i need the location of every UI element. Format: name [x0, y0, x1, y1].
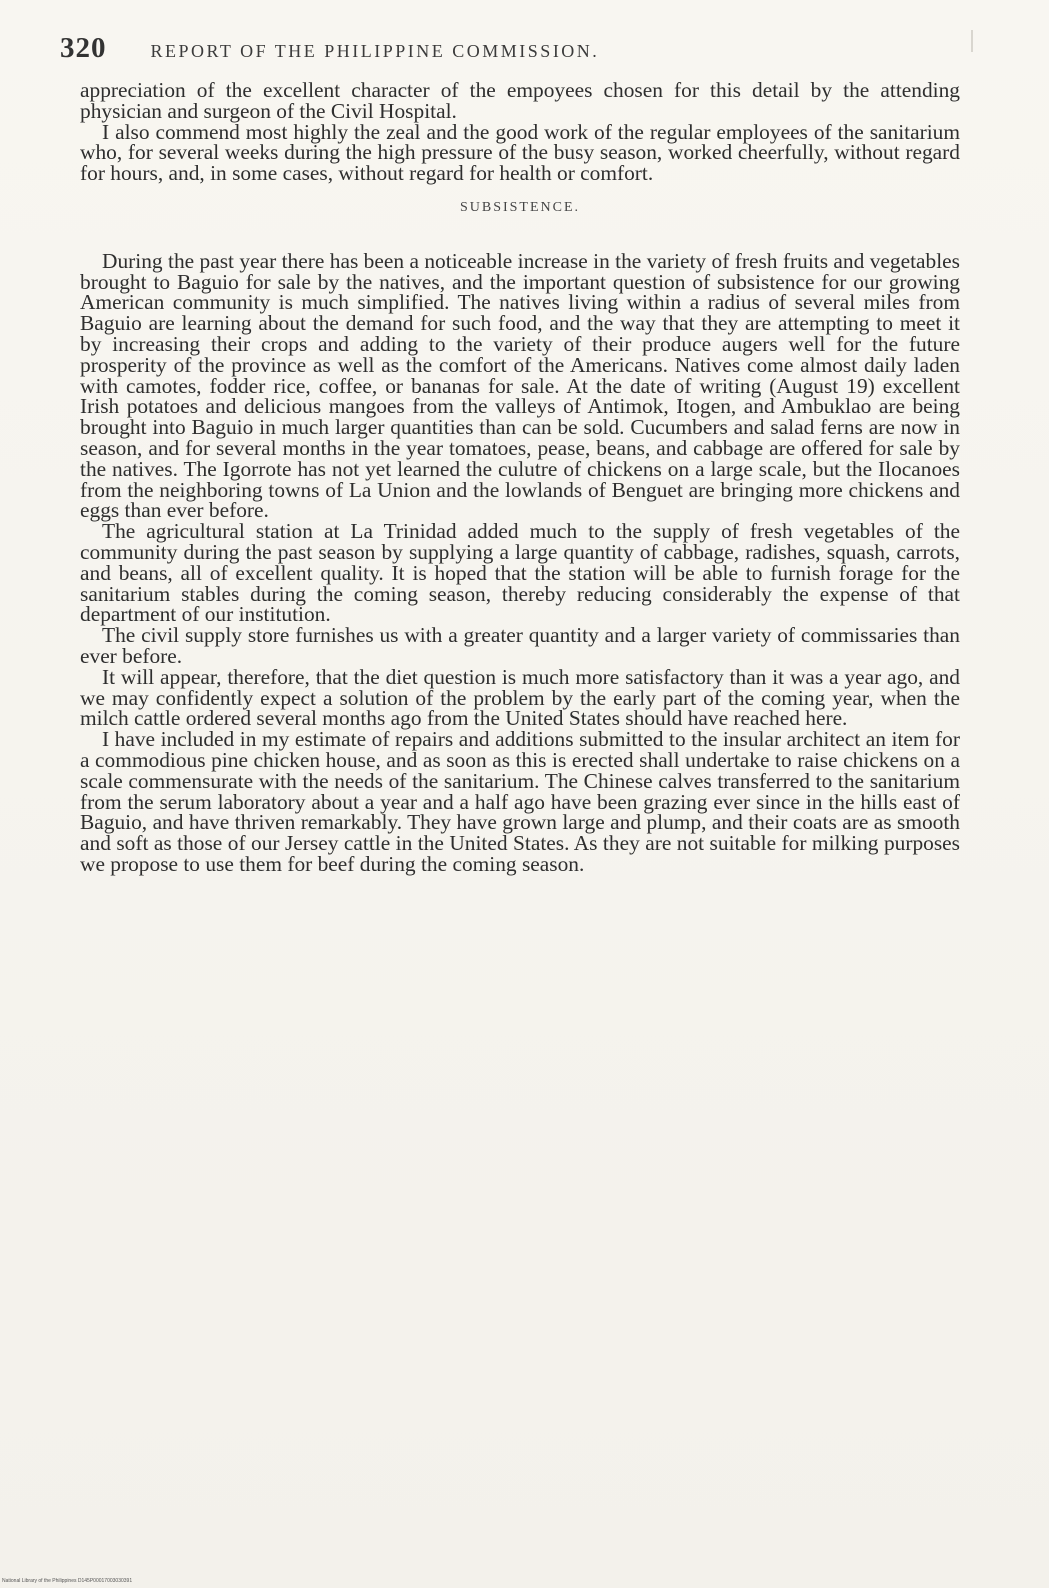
page-header: [60, 32, 800, 72]
page-number: 320: [60, 32, 107, 64]
running-head: REPORT OF THE PHILIPPINE COMMISSION.: [150, 41, 600, 61]
body-text: [80, 80, 960, 875]
scan-credit: National Library of the Philippines D145P00017003030391: [2, 1578, 133, 1584]
paragraph: It will appear, therefore, that the diet question is much more satisfactory than it was a year ago, and we may confidently expect a solution of the problem by the early part of the coming year, when the milch cattle ordered several months ago from the United States should have reached here.: [80, 664, 960, 731]
paragraph: The civil supply store furnishes us with a greater quantity and a larger variety of commissaries than ever before.: [80, 623, 960, 668]
section-title: SUBSISTENCE.: [459, 199, 581, 215]
paragraph: appreciation of the excellent character of the empoyees chosen for this detail by the attending physician and surgeon of the Civil Hospital.: [80, 78, 960, 123]
binding-mark: [971, 30, 973, 52]
paragraph: The agricultural station at La Trinidad added much to the supply of fresh vegetables of the community during the past season by supplying a large quantity of cabbage, radishes, squash, carrots, and beans, all of excellent quality. It is hoped that the station will be able to furnish forage for the sanitarium stables during the coming season, thereby reducing considerably the expense of that department of our institution.: [80, 519, 960, 627]
paragraph: I also commend most highly the zeal and the good work of the regular employees of the sanitarium who, for several weeks during the high pressure of the busy season, worked cheerfully, without regard for hours, and, in some cases, without regard for health or comfort.: [80, 119, 960, 186]
paragraph: I have included in my estimate of repairs and additions submitted to the insular architect an item for a commodious pine chicken house, and as soon as this is erected shall undertake to raise chickens on a scale commensurate with the needs of the sanitarium. The Chinese calves transferred to the sanitarium from the serum laboratory about a year and a half ago have been grazing ever since in the hills east of Baguio, and have thriven remarkably. They have grown large and plump, and their coats are as smooth and soft as those of our Jersey cattle in the United States. As they are not suitable for milking purposes we propose to use them for beef during the coming season.: [80, 727, 960, 876]
paragraph: During the past year there has been a noticeable increase in the variety of fresh fruits and vegetables brought to Baguio for sale by the natives, and the important question of subsistence for our growing American community is much simplified. The natives living within a radius of several miles from Baguio are learning about the demand for such food, and the way that they are attempting to meet it by increasing their crops and adding to the variety of their produce augers well for the future prosperity of the province as well as the comfort of the Americans. Natives come almost daily laden with camotes, fodder rice, coffee, or bananas for sale. At the date of writing (August 19) excellent Irish potatoes and delicious mangoes from the valleys of Antimok, Itogen, and Ambuklao are being brought into Baguio in much larger quantities than can be sold. Cucumbers and salad ferns are now in season, and for several months in the year tomatoes, pease, beans, and cabbage are offered for sale by the natives. The Igorrote has not yet learned the culutre of chickens on a large scale, but the Ilocanoes from the neighboring towns of La Union and the lowlands of Benguet are bringing more chickens and eggs than ever before.: [80, 248, 960, 523]
